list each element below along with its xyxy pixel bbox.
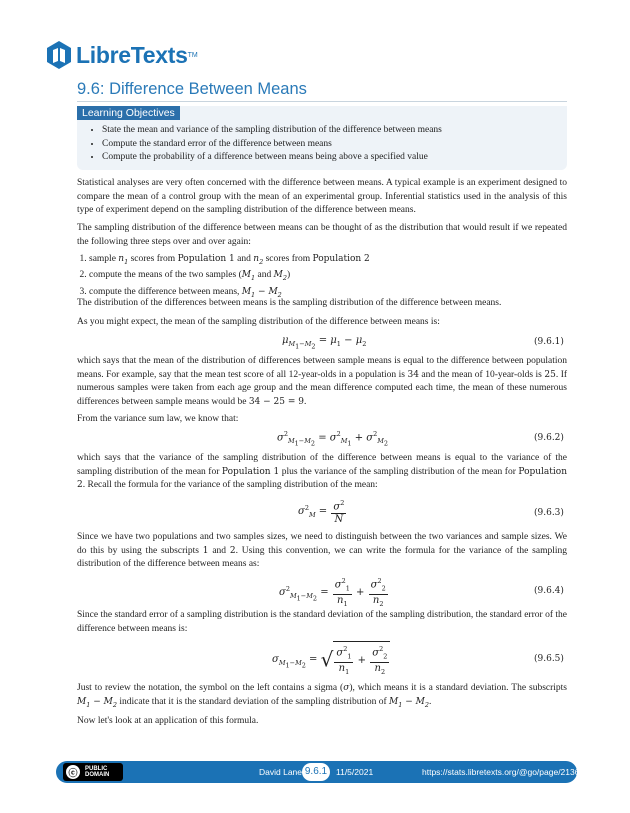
libretexts-logo[interactable] xyxy=(46,38,198,72)
equation-number: (9.6.2) xyxy=(534,433,564,443)
footer-page-number: 9.6.1 xyxy=(302,763,330,781)
list-item: • Compute the standard error of the difference between means xyxy=(102,138,442,152)
list-item: 3. compute the difference between means, $M_1 - M_2$ xyxy=(89,286,579,302)
paragraph-mean-explanation: which says that the mean of the distribution of differences between sample means is equal to the difference between population means. For example, say that the mean test score of all 12-year-olds in a population is 34 and the mean of 10-year-olds is 25. If numerous samples were taken from each age group and the mean difference computed each time, the mean of these numerous differences between sample means would be 34 − 25 = 9. xyxy=(77,356,568,407)
libretexts-logo-icon xyxy=(46,40,72,70)
equation-9-6-2: $\sigma^2_{M_1-M_2} = \sigma^2_{M_1} + \sigma^2_{M_2}$ xyxy=(277,430,389,448)
paragraph-variance-explanation: which says that the variance of the sampling distribution of the difference between means is equal to the variance of the sampling distribution of the mean for Population 1 plus the variance of the sampling distribution of the mean for Population 2. Recall the formula for the variance of the sampling distribution of the mean: xyxy=(77,453,568,490)
list-item: • State the mean and variance of the sampling distribution of the difference between means xyxy=(102,124,442,138)
equation-9-6-4: $\sigma^2_{M_1-M_2}$ = $\frac{\sigma^2_1}{n_1}$ + $\frac{\sigma^2_2}{n_2}$ xyxy=(279,577,386,609)
logo-text: LibreTexts xyxy=(76,41,188,68)
equation-9-6-3: $\sigma^2_M$ = $\frac{\sigma^2}{N}$ xyxy=(298,499,345,526)
list-item: 1. sample $n_1$ scores from Population 1 and $n_2$ scores from Population 2 xyxy=(89,253,579,269)
paragraph-notation: Just to review the notation, the symbol on the left contains a sigma (σ), which means it is a standard deviation. The subscripts $M_1 - M_2$ indicate that it is the standard deviation of the sampling distribution of $M_1 - M_2$. xyxy=(77,683,567,709)
paragraph-mean-intro: As you might expect, the mean of the sampling distribution of the difference between means is: xyxy=(77,317,440,327)
paragraph-sampling: The sampling distribution of the difference between means can be thought of as the distribution that would result if we repeated the following three steps over and over again: xyxy=(77,223,567,247)
equation-9-6-1: $\mu_{M_1-M_2} = \mu_1 - \mu_2$ xyxy=(282,335,367,351)
title-divider xyxy=(77,101,567,102)
equation-number: (9.6.4) xyxy=(534,586,564,596)
paragraph-intro: Statistical analyses are very often concerned with the difference between means. A typical example is an experiment designed to compare the mean of a control group with the mean of an experimental group. Inferential statistics used in the analysis of this type of experiment depend on the sampling distribution of the difference between means. xyxy=(77,178,567,215)
public-domain-icon: ⓒ xyxy=(66,765,80,779)
paragraph-subscripts: Since we have two populations and two samples sizes, we need to distinguish between the two variances and sample sizes. We do this by using the subscripts 1 and 2. Using this convention, we can write the formula for the variance of the sampling distribution of the difference between means as: xyxy=(77,532,568,569)
logo-trademark: TM xyxy=(187,51,198,59)
footer-date: 11/5/2021 xyxy=(336,767,374,777)
steps-list xyxy=(77,253,579,302)
equation-number: (9.6.3) xyxy=(534,508,564,518)
list-item: • Compute the probability of a difference between means being above a specified value xyxy=(102,151,442,165)
equation-number: (9.6.1) xyxy=(534,337,564,347)
paragraph-variance-sum: From the variance sum law, we know that: xyxy=(77,414,239,424)
public-domain-badge[interactable]: ⓒ PUBLIC DOMAIN xyxy=(63,763,123,781)
equation-9-6-5: $\sigma_{M_1-M_2}$ = √ $\frac{\sigma^2_1}{n_1}$ + $\frac{\sigma^2_2}{n_2}$ xyxy=(272,641,390,678)
paragraph-distribution: The distribution of the differences between means is the sampling distribution of the difference between means. xyxy=(77,298,502,308)
learning-objectives-heading: Learning Objectives xyxy=(77,106,180,120)
paragraph-standard-error: Since the standard error of a sampling distribution is the standard deviation of the sampling distribution, the standard error of the difference between means is: xyxy=(77,610,567,634)
list-item: 2. compute the means of the two samples ($M_1$ and $M_2$) xyxy=(89,269,579,285)
paragraph-next: Now let's look at an application of this formula. xyxy=(77,716,259,726)
equation-number: (9.6.5) xyxy=(534,654,564,664)
learning-objectives-list xyxy=(88,124,442,165)
page-title: 9.6: Difference Between Means xyxy=(77,80,307,98)
footer-url-link[interactable]: https://stats.libretexts.org/@go/page/2136 xyxy=(422,767,580,777)
footer-author: David Lane xyxy=(259,767,303,777)
